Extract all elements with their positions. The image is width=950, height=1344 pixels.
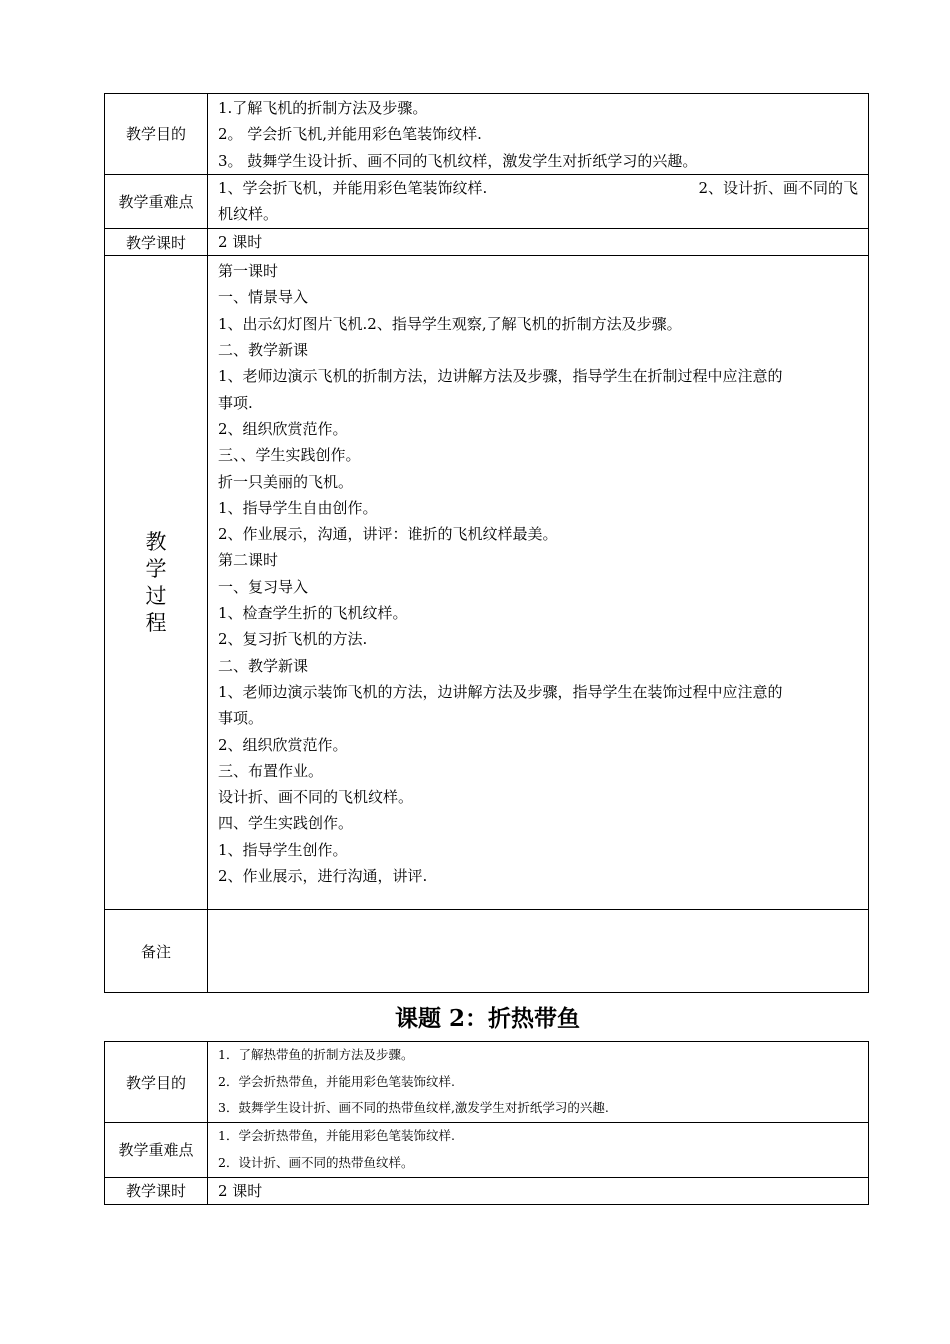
process-line: 事项。 [218,709,264,728]
key-point-2: 2、设计折、画不同的飞 [698,178,858,197]
key-points-line: 机纹样。 [218,205,279,224]
objectives-content [208,94,869,175]
process-line: 一、情景导入 [218,288,309,307]
key-points-label: 教学重难点 [105,174,208,228]
process-line: 2、组织欣赏范作。 [218,419,348,438]
process-line: 1、检查学生折的飞机纹样。 [218,604,408,623]
process-line: 1、出示幻灯图片飞机.2、指导学生观察,了解飞机的折制方法及步骤。 [218,314,682,333]
process-line: 四、学生实践创作。 [218,814,354,833]
objectives-row [105,94,869,175]
process-line: 设计折、画不同的飞机纹样。 [218,788,414,807]
key-point-1: 1、学会折飞机，并能用彩色笔装饰纹样. [218,178,488,197]
process-line: 三、布置作业。 [218,761,324,780]
key-points-content [208,1123,869,1177]
process-line: 2、作业展示，沟通，讲评：谁折的飞机纹样最美。 [218,525,558,544]
process-line: 一、复习导入 [218,577,309,596]
objectives-label: 教学目的 [105,1042,208,1123]
objective-line: 1.了解飞机的折制方法及步骤。 [218,99,428,117]
lesson1-plan-table [104,93,869,993]
notes-label: 备注 [105,910,208,993]
objectives-row [105,1042,869,1123]
notes-row [105,910,869,993]
process-line: 2、作业展示，进行沟通，讲评. [218,867,428,886]
key-point-line: 1．学会折热带鱼，并能用彩色笔装饰纹样. [218,1128,455,1144]
process-line: 二、教学新课 [218,656,309,675]
process-line: 1、老师边演示飞机的折制方法，边讲解方法及步骤，指导学生在折制过程中应注意的 [218,367,783,386]
hours-value: 2 课时 [208,1177,869,1204]
key-points-label: 教学重难点 [105,1123,208,1177]
process-line: 二、教学新课 [218,341,309,360]
notes-content [208,910,869,993]
key-point-line: 2．设计折、画不同的热带鱼纹样。 [218,1154,414,1170]
process-line: 2、复习折飞机的方法. [218,630,368,649]
process-row [105,256,869,910]
hours-label: 教学课时 [105,228,208,255]
key-points-line [218,175,858,201]
objective-line: 3。 鼓舞学生设计折、画不同的飞机纹样，激发学生对折纸学习的兴趣。 [218,151,698,170]
objective-line: 3．鼓舞学生设计折、画不同的热带鱼纹样,激发学生对折纸学习的兴趣. [218,1100,609,1116]
key-points-row [105,1123,869,1177]
hours-value: 2 课时 [208,228,869,255]
process-content [208,256,869,910]
process-line: 2、组织欣赏范作。 [218,735,348,754]
objectives-label: 教学目的 [105,94,208,175]
process-line: 事项. [218,393,253,412]
process-line: 第一课时 [218,262,279,281]
key-points-row [105,174,869,228]
process-line: 1、老师边演示装饰飞机的方法，边讲解方法及步骤，指导学生在装饰过程中应注意的 [218,682,783,701]
objective-line: 2。 学会折飞机,并能用彩色笔装饰纹样. [218,125,482,144]
hours-label: 教学课时 [105,1177,208,1204]
lesson2-title: 课题 2：折热带鱼 [394,1005,580,1032]
objective-line: 1．了解热带鱼的折制方法及步骤。 [218,1047,414,1062]
hours-row [105,1177,869,1204]
process-line: 1、指导学生自由创作。 [218,498,378,517]
process-line: 第二课时 [218,551,279,570]
process-line: 三、、学生实践创作。 [218,446,361,465]
process-label: 教 学 过 程 [105,256,208,910]
objectives-content [208,1042,869,1123]
objective-line: 2．学会折热带鱼，并能用彩色笔装饰纹样. [218,1073,455,1089]
key-points-content [208,174,869,228]
process-line: 折一只美丽的飞机。 [218,472,354,491]
process-line: 1、指导学生创作。 [218,840,348,859]
lesson2-plan-table [104,1041,869,1205]
hours-row [105,228,869,255]
